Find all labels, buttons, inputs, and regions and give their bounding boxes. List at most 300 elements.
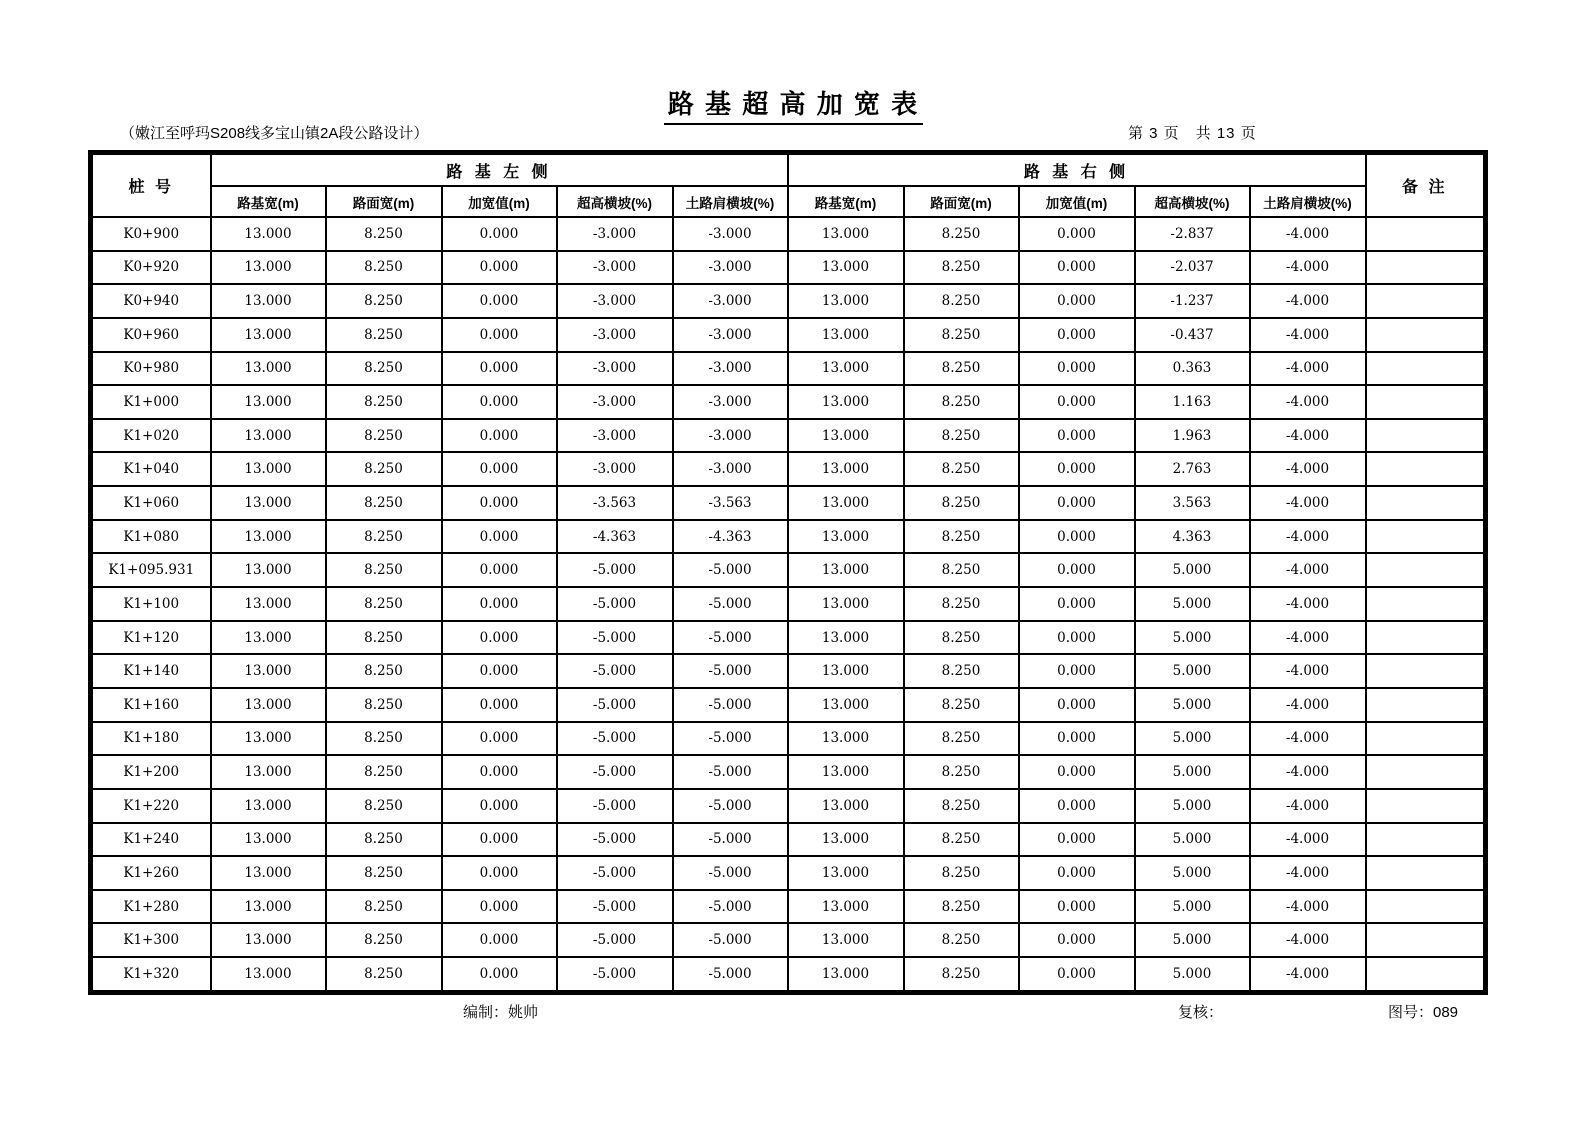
right-pavement-width-cell: 8.250 — [904, 923, 1019, 957]
left-soil-shoulder-slope-cell: -3.000 — [673, 217, 788, 251]
left-roadbed-width-cell: 13.000 — [211, 957, 326, 992]
right-roadbed-width-header: 路基宽(m) — [788, 186, 904, 217]
right-pavement-width-cell: 8.250 — [904, 553, 1019, 587]
table-row — [91, 284, 1486, 318]
right-widening-value-cell: 0.000 — [1019, 923, 1135, 957]
right-soil-shoulder-slope-cell: -4.000 — [1250, 923, 1366, 957]
left-roadbed-width-cell: 13.000 — [211, 755, 326, 789]
right-roadbed-width-cell: 13.000 — [788, 284, 904, 318]
right-superelevation-slope-cell: 5.000 — [1135, 923, 1250, 957]
right-widening-value-cell: 0.000 — [1019, 520, 1135, 554]
left-pavement-width-cell: 8.250 — [326, 890, 442, 924]
table-row — [91, 923, 1486, 957]
left-roadbed-width-cell: 13.000 — [211, 856, 326, 890]
left-roadbed-width-cell: 13.000 — [211, 789, 326, 823]
left-soil-shoulder-slope-cell: -3.000 — [673, 352, 788, 386]
right-superelevation-slope-cell: 1.163 — [1135, 385, 1250, 419]
left-widening-value-header: 加宽值(m) — [442, 186, 557, 217]
left-widening-value-cell: 0.000 — [442, 654, 557, 688]
left-superelevation-slope-cell: -3.000 — [557, 318, 673, 352]
left-roadbed-width-cell: 13.000 — [211, 452, 326, 486]
right-superelevation-slope-cell: 1.963 — [1135, 419, 1250, 453]
right-superelevation-slope-header: 超高横坡(%) — [1135, 186, 1250, 217]
left-roadbed-width-cell: 13.000 — [211, 251, 326, 285]
left-roadbed-width-cell: 13.000 — [211, 587, 326, 621]
right-soil-shoulder-slope-cell: -4.000 — [1250, 890, 1366, 924]
left-roadbed-width-cell: 13.000 — [211, 923, 326, 957]
left-roadbed-width-cell: 13.000 — [211, 553, 326, 587]
right-soil-shoulder-slope-cell: -4.000 — [1250, 823, 1366, 857]
table-row — [91, 419, 1486, 453]
right-soil-shoulder-slope-cell: -4.000 — [1250, 654, 1366, 688]
stake-number-cell: K1+060 — [91, 486, 211, 520]
remark-cell — [1366, 452, 1486, 486]
right-widening-value-cell: 0.000 — [1019, 890, 1135, 924]
right-pavement-width-cell: 8.250 — [904, 385, 1019, 419]
table-row — [91, 722, 1486, 756]
right-roadbed-width-cell: 13.000 — [788, 923, 904, 957]
remark-cell — [1366, 419, 1486, 453]
remark-cell — [1366, 352, 1486, 386]
table-row — [91, 452, 1486, 486]
table-row — [91, 318, 1486, 352]
project-subtitle: （嫩江至呼玛S208线多宝山镇2A段公路设计） — [120, 125, 429, 142]
left-soil-shoulder-slope-cell: -4.363 — [673, 520, 788, 554]
left-soil-shoulder-slope-cell: -5.000 — [673, 923, 788, 957]
stake-number-cell: K1+200 — [91, 755, 211, 789]
right-superelevation-slope-cell: 5.000 — [1135, 654, 1250, 688]
left-widening-value-cell: 0.000 — [442, 856, 557, 890]
left-widening-value-cell: 0.000 — [442, 452, 557, 486]
left-widening-value-cell: 0.000 — [442, 520, 557, 554]
right-roadbed-width-cell: 13.000 — [788, 755, 904, 789]
left-widening-value-cell: 0.000 — [442, 217, 557, 251]
left-pavement-width-cell: 8.250 — [326, 923, 442, 957]
right-pavement-width-cell: 8.250 — [904, 419, 1019, 453]
left-superelevation-slope-cell: -3.000 — [557, 284, 673, 318]
left-widening-value-cell: 0.000 — [442, 688, 557, 722]
right-pavement-width-cell: 8.250 — [904, 823, 1019, 857]
left-soil-shoulder-slope-cell: -5.000 — [673, 823, 788, 857]
right-superelevation-slope-cell: 5.000 — [1135, 621, 1250, 655]
stake-number-cell: K1+260 — [91, 856, 211, 890]
left-roadbed-width-cell: 13.000 — [211, 385, 326, 419]
right-pavement-width-cell: 8.250 — [904, 520, 1019, 554]
left-superelevation-slope-cell: -5.000 — [557, 654, 673, 688]
table-row — [91, 654, 1486, 688]
table-row — [91, 587, 1486, 621]
superelevation-widening-table — [88, 150, 1488, 995]
right-superelevation-slope-cell: 5.000 — [1135, 856, 1250, 890]
left-pavement-width-cell: 8.250 — [326, 722, 442, 756]
left-roadbed-width-cell: 13.000 — [211, 520, 326, 554]
right-widening-value-cell: 0.000 — [1019, 621, 1135, 655]
right-superelevation-slope-cell: 5.000 — [1135, 957, 1250, 992]
drawing-number-label: 图号：089 — [1388, 1004, 1459, 1021]
left-superelevation-slope-cell: -5.000 — [557, 755, 673, 789]
table-row — [91, 789, 1486, 823]
right-superelevation-slope-cell: 0.363 — [1135, 352, 1250, 386]
right-soil-shoulder-slope-cell: -4.000 — [1250, 520, 1366, 554]
remark-cell — [1366, 654, 1486, 688]
left-widening-value-cell: 0.000 — [442, 587, 557, 621]
right-superelevation-slope-cell: 5.000 — [1135, 789, 1250, 823]
right-widening-value-cell: 0.000 — [1019, 251, 1135, 285]
right-roadbed-width-cell: 13.000 — [788, 251, 904, 285]
left-superelevation-slope-cell: -5.000 — [557, 587, 673, 621]
left-soil-shoulder-slope-cell: -5.000 — [673, 722, 788, 756]
right-widening-value-cell: 0.000 — [1019, 587, 1135, 621]
remark-cell — [1366, 755, 1486, 789]
table-row — [91, 553, 1486, 587]
left-widening-value-cell: 0.000 — [442, 923, 557, 957]
right-superelevation-slope-cell: -2.037 — [1135, 251, 1250, 285]
right-superelevation-slope-cell: 5.000 — [1135, 755, 1250, 789]
right-soil-shoulder-slope-cell: -4.000 — [1250, 284, 1366, 318]
right-soil-shoulder-slope-cell: -4.000 — [1250, 621, 1366, 655]
left-superelevation-slope-cell: -5.000 — [557, 688, 673, 722]
stake-number-cell: K1+140 — [91, 654, 211, 688]
left-pavement-width-cell: 8.250 — [326, 352, 442, 386]
right-soil-shoulder-slope-cell: -4.000 — [1250, 419, 1366, 453]
right-widening-value-cell: 0.000 — [1019, 217, 1135, 251]
left-widening-value-cell: 0.000 — [442, 823, 557, 857]
right-soil-shoulder-slope-cell: -4.000 — [1250, 553, 1366, 587]
remark-cell — [1366, 251, 1486, 285]
left-soil-shoulder-slope-cell: -5.000 — [673, 688, 788, 722]
remark-cell — [1366, 688, 1486, 722]
stake-number-cell: K1+240 — [91, 823, 211, 857]
stake-number-cell: K1+320 — [91, 957, 211, 992]
stake-number-cell: K1+020 — [91, 419, 211, 453]
page-title-text: 路 基 超 高 加 宽 表 — [664, 89, 923, 125]
right-soil-shoulder-slope-cell: -4.000 — [1250, 318, 1366, 352]
group-header-row — [91, 153, 1486, 187]
remark-cell — [1366, 823, 1486, 857]
stake-number-cell: K1+120 — [91, 621, 211, 655]
table-row — [91, 385, 1486, 419]
left-pavement-width-cell: 8.250 — [326, 688, 442, 722]
right-soil-shoulder-slope-cell: -4.000 — [1250, 755, 1366, 789]
left-pavement-width-cell: 8.250 — [326, 419, 442, 453]
table-body — [91, 217, 1486, 992]
right-soil-shoulder-slope-cell: -4.000 — [1250, 957, 1366, 992]
remark-cell — [1366, 217, 1486, 251]
left-soil-shoulder-slope-header: 土路肩横坡(%) — [673, 186, 788, 217]
left-widening-value-cell: 0.000 — [442, 284, 557, 318]
right-soil-shoulder-slope-cell: -4.000 — [1250, 251, 1366, 285]
right-widening-value-header: 加宽值(m) — [1019, 186, 1135, 217]
table-row — [91, 486, 1486, 520]
left-soil-shoulder-slope-cell: -3.000 — [673, 251, 788, 285]
left-pavement-width-cell: 8.250 — [326, 553, 442, 587]
right-superelevation-slope-cell: 3.563 — [1135, 486, 1250, 520]
right-roadbed-width-cell: 13.000 — [788, 520, 904, 554]
compiled-by-label: 编制：姚帅 — [463, 1004, 539, 1021]
right-soil-shoulder-slope-cell: -4.000 — [1250, 452, 1366, 486]
left-roadbed-width-cell: 13.000 — [211, 352, 326, 386]
left-superelevation-slope-cell: -3.000 — [557, 385, 673, 419]
right-roadbed-width-cell: 13.000 — [788, 688, 904, 722]
right-widening-value-cell: 0.000 — [1019, 688, 1135, 722]
left-pavement-width-cell: 8.250 — [326, 284, 442, 318]
right-superelevation-slope-cell: -2.837 — [1135, 217, 1250, 251]
right-pavement-width-cell: 8.250 — [904, 621, 1019, 655]
left-roadbed-width-cell: 13.000 — [211, 217, 326, 251]
right-widening-value-cell: 0.000 — [1019, 419, 1135, 453]
stake-number-cell: K1+300 — [91, 923, 211, 957]
remark-cell — [1366, 722, 1486, 756]
right-widening-value-cell: 0.000 — [1019, 823, 1135, 857]
left-soil-shoulder-slope-cell: -3.563 — [673, 486, 788, 520]
left-roadbed-width-cell: 13.000 — [211, 654, 326, 688]
table-row — [91, 520, 1486, 554]
left-roadbed-width-cell: 13.000 — [211, 722, 326, 756]
right-pavement-width-cell: 8.250 — [904, 486, 1019, 520]
right-roadbed-width-cell: 13.000 — [788, 385, 904, 419]
table-row — [91, 251, 1486, 285]
left-soil-shoulder-slope-cell: -5.000 — [673, 654, 788, 688]
left-superelevation-slope-cell: -5.000 — [557, 856, 673, 890]
left-pavement-width-cell: 8.250 — [326, 957, 442, 992]
left-roadbed-width-cell: 13.000 — [211, 823, 326, 857]
left-roadbed-width-header: 路基宽(m) — [211, 186, 326, 217]
right-soil-shoulder-slope-cell: -4.000 — [1250, 486, 1366, 520]
table-header — [91, 153, 1486, 218]
right-pavement-width-cell: 8.250 — [904, 587, 1019, 621]
left-superelevation-slope-cell: -5.000 — [557, 923, 673, 957]
left-soil-shoulder-slope-cell: -5.000 — [673, 553, 788, 587]
table-row — [91, 688, 1486, 722]
left-soil-shoulder-slope-cell: -5.000 — [673, 621, 788, 655]
table-row — [91, 957, 1486, 992]
left-widening-value-cell: 0.000 — [442, 722, 557, 756]
right-widening-value-cell: 0.000 — [1019, 452, 1135, 486]
right-pavement-width-cell: 8.250 — [904, 890, 1019, 924]
right-widening-value-cell: 0.000 — [1019, 352, 1135, 386]
left-roadbed-width-cell: 13.000 — [211, 419, 326, 453]
right-widening-value-cell: 0.000 — [1019, 957, 1135, 992]
right-roadbed-width-cell: 13.000 — [788, 722, 904, 756]
left-superelevation-slope-cell: -3.563 — [557, 486, 673, 520]
right-soil-shoulder-slope-header: 土路肩横坡(%) — [1250, 186, 1366, 217]
right-roadbed-width-cell: 13.000 — [788, 789, 904, 823]
left-superelevation-slope-cell: -3.000 — [557, 251, 673, 285]
left-widening-value-cell: 0.000 — [442, 251, 557, 285]
left-widening-value-cell: 0.000 — [442, 621, 557, 655]
left-soil-shoulder-slope-cell: -3.000 — [673, 284, 788, 318]
right-widening-value-cell: 0.000 — [1019, 318, 1135, 352]
sub-header-row — [91, 186, 1486, 217]
right-pavement-width-cell: 8.250 — [904, 789, 1019, 823]
right-soil-shoulder-slope-cell: -4.000 — [1250, 789, 1366, 823]
left-widening-value-cell: 0.000 — [442, 318, 557, 352]
left-pavement-width-cell: 8.250 — [326, 217, 442, 251]
left-widening-value-cell: 0.000 — [442, 352, 557, 386]
right-superelevation-slope-cell: 2.763 — [1135, 452, 1250, 486]
right-roadbed-width-cell: 13.000 — [788, 957, 904, 992]
right-pavement-width-cell: 8.250 — [904, 352, 1019, 386]
right-roadbed-width-cell: 13.000 — [788, 486, 904, 520]
left-superelevation-slope-cell: -5.000 — [557, 890, 673, 924]
left-superelevation-slope-cell: -5.000 — [557, 553, 673, 587]
stake-number-cell: K1+160 — [91, 688, 211, 722]
right-pavement-width-cell: 8.250 — [904, 688, 1019, 722]
left-superelevation-slope-cell: -4.363 — [557, 520, 673, 554]
right-superelevation-slope-cell: 5.000 — [1135, 688, 1250, 722]
right-superelevation-slope-cell: 5.000 — [1135, 823, 1250, 857]
stake-number-cell: K0+940 — [91, 284, 211, 318]
left-widening-value-cell: 0.000 — [442, 957, 557, 992]
table-row — [91, 755, 1486, 789]
left-pavement-width-cell: 8.250 — [326, 654, 442, 688]
left-widening-value-cell: 0.000 — [442, 755, 557, 789]
remark-cell — [1366, 621, 1486, 655]
left-superelevation-slope-cell: -5.000 — [557, 823, 673, 857]
stake-number-cell: K1+100 — [91, 587, 211, 621]
table-row — [91, 890, 1486, 924]
left-superelevation-slope-cell: -3.000 — [557, 419, 673, 453]
remark-cell — [1366, 890, 1486, 924]
left-roadbed-width-cell: 13.000 — [211, 890, 326, 924]
left-roadbed-width-cell: 13.000 — [211, 486, 326, 520]
right-pavement-width-cell: 8.250 — [904, 318, 1019, 352]
left-superelevation-slope-cell: -5.000 — [557, 957, 673, 992]
left-roadbed-width-cell: 13.000 — [211, 621, 326, 655]
left-soil-shoulder-slope-cell: -5.000 — [673, 755, 788, 789]
left-pavement-width-cell: 8.250 — [326, 520, 442, 554]
remark-cell — [1366, 486, 1486, 520]
table-row — [91, 856, 1486, 890]
right-widening-value-cell: 0.000 — [1019, 654, 1135, 688]
left-pavement-width-cell: 8.250 — [326, 251, 442, 285]
checked-by-label: 复核： — [1178, 1004, 1224, 1021]
left-superelevation-slope-cell: -3.000 — [557, 217, 673, 251]
left-soil-shoulder-slope-cell: -3.000 — [673, 318, 788, 352]
left-pavement-width-cell: 8.250 — [326, 486, 442, 520]
table-row — [91, 621, 1486, 655]
left-soil-shoulder-slope-cell: -5.000 — [673, 856, 788, 890]
right-widening-value-cell: 0.000 — [1019, 722, 1135, 756]
right-pavement-width-cell: 8.250 — [904, 654, 1019, 688]
right-roadbed-width-cell: 13.000 — [788, 621, 904, 655]
remark-cell — [1366, 284, 1486, 318]
left-roadbed-width-cell: 13.000 — [211, 284, 326, 318]
stake-number-cell: K1+080 — [91, 520, 211, 554]
left-pavement-width-cell: 8.250 — [326, 452, 442, 486]
remark-cell — [1366, 789, 1486, 823]
right-widening-value-cell: 0.000 — [1019, 789, 1135, 823]
right-widening-value-cell: 0.000 — [1019, 856, 1135, 890]
right-pavement-width-cell: 8.250 — [904, 251, 1019, 285]
left-soil-shoulder-slope-cell: -3.000 — [673, 452, 788, 486]
left-pavement-width-cell: 8.250 — [326, 823, 442, 857]
right-roadbed-width-cell: 13.000 — [788, 352, 904, 386]
right-roadbed-width-cell: 13.000 — [788, 217, 904, 251]
right-superelevation-slope-cell: -1.237 — [1135, 284, 1250, 318]
right-soil-shoulder-slope-cell: -4.000 — [1250, 352, 1366, 386]
right-roadbed-width-cell: 13.000 — [788, 587, 904, 621]
table-row — [91, 352, 1486, 386]
stake-number-cell: K1+040 — [91, 452, 211, 486]
table-row — [91, 217, 1486, 251]
left-superelevation-slope-cell: -5.000 — [557, 722, 673, 756]
right-pavement-width-cell: 8.250 — [904, 217, 1019, 251]
right-widening-value-cell: 0.000 — [1019, 284, 1135, 318]
left-widening-value-cell: 0.000 — [442, 385, 557, 419]
right-roadbed-width-cell: 13.000 — [788, 823, 904, 857]
left-soil-shoulder-slope-cell: -3.000 — [673, 419, 788, 453]
left-soil-shoulder-slope-cell: -5.000 — [673, 587, 788, 621]
remark-cell — [1366, 856, 1486, 890]
right-superelevation-slope-cell: 5.000 — [1135, 722, 1250, 756]
page-title — [0, 84, 1587, 121]
left-soil-shoulder-slope-cell: -5.000 — [673, 789, 788, 823]
stake-number-cell: K1+000 — [91, 385, 211, 419]
right-widening-value-cell: 0.000 — [1019, 553, 1135, 587]
stake-number-cell: K0+900 — [91, 217, 211, 251]
left-widening-value-cell: 0.000 — [442, 789, 557, 823]
left-widening-value-cell: 0.000 — [442, 419, 557, 453]
left-widening-value-cell: 0.000 — [442, 486, 557, 520]
right-roadbed-width-cell: 13.000 — [788, 654, 904, 688]
right-pavement-width-cell: 8.250 — [904, 722, 1019, 756]
left-superelevation-slope-cell: -5.000 — [557, 621, 673, 655]
page-number-info: 第 3 页 共 13 页 — [1128, 125, 1257, 142]
right-superelevation-slope-cell: -0.437 — [1135, 318, 1250, 352]
right-pavement-width-header: 路面宽(m) — [904, 186, 1019, 217]
remark-cell — [1366, 957, 1486, 992]
right-soil-shoulder-slope-cell: -4.000 — [1250, 856, 1366, 890]
right-roadbed-width-cell: 13.000 — [788, 890, 904, 924]
stake-number-cell: K1+220 — [91, 789, 211, 823]
left-superelevation-slope-cell: -5.000 — [557, 789, 673, 823]
right-pavement-width-cell: 8.250 — [904, 856, 1019, 890]
left-soil-shoulder-slope-cell: -5.000 — [673, 890, 788, 924]
right-widening-value-cell: 0.000 — [1019, 486, 1135, 520]
left-pavement-width-cell: 8.250 — [326, 385, 442, 419]
left-pavement-width-header: 路面宽(m) — [326, 186, 442, 217]
stake-number-cell: K0+980 — [91, 352, 211, 386]
left-soil-shoulder-slope-cell: -3.000 — [673, 385, 788, 419]
right-soil-shoulder-slope-cell: -4.000 — [1250, 688, 1366, 722]
left-roadbed-width-cell: 13.000 — [211, 688, 326, 722]
stake-column-header: 桩 号 — [91, 153, 211, 218]
left-pavement-width-cell: 8.250 — [326, 789, 442, 823]
right-soil-shoulder-slope-cell: -4.000 — [1250, 722, 1366, 756]
left-side-group-header: 路 基 左 侧 — [211, 153, 788, 187]
right-soil-shoulder-slope-cell: -4.000 — [1250, 385, 1366, 419]
right-soil-shoulder-slope-cell: -4.000 — [1250, 217, 1366, 251]
right-roadbed-width-cell: 13.000 — [788, 318, 904, 352]
left-pavement-width-cell: 8.250 — [326, 621, 442, 655]
right-superelevation-slope-cell: 4.363 — [1135, 520, 1250, 554]
left-superelevation-slope-cell: -3.000 — [557, 452, 673, 486]
right-superelevation-slope-cell: 5.000 — [1135, 587, 1250, 621]
right-superelevation-slope-cell: 5.000 — [1135, 890, 1250, 924]
remark-cell — [1366, 385, 1486, 419]
right-widening-value-cell: 0.000 — [1019, 755, 1135, 789]
remark-cell — [1366, 587, 1486, 621]
left-superelevation-slope-cell: -3.000 — [557, 352, 673, 386]
left-soil-shoulder-slope-cell: -5.000 — [673, 957, 788, 992]
remark-column-header: 备 注 — [1366, 153, 1486, 218]
left-pavement-width-cell: 8.250 — [326, 587, 442, 621]
stake-number-cell: K1+095.931 — [91, 553, 211, 587]
left-pavement-width-cell: 8.250 — [326, 856, 442, 890]
right-roadbed-width-cell: 13.000 — [788, 856, 904, 890]
right-pavement-width-cell: 8.250 — [904, 284, 1019, 318]
